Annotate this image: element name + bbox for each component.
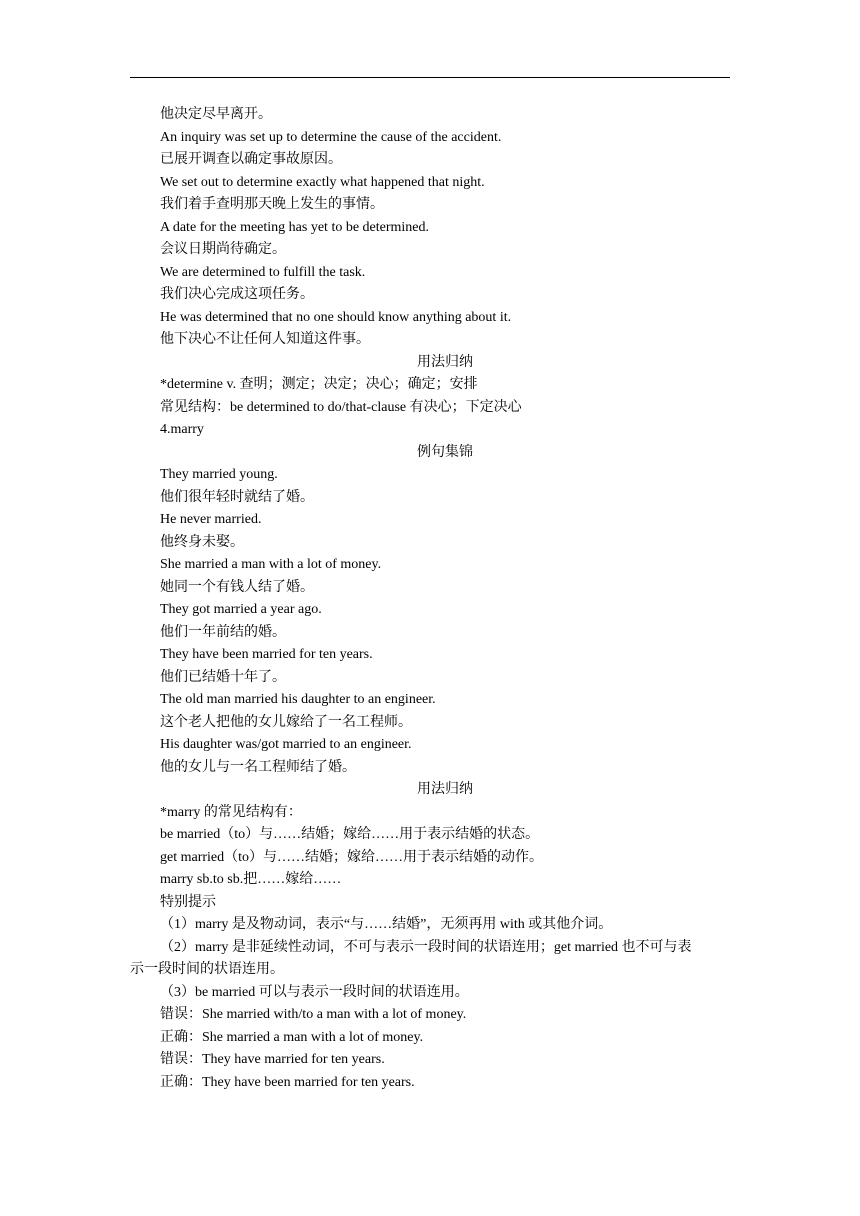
text-line: 她同一个有钱人结了婚。 [160, 579, 314, 595]
text-line: We are determined to fulfill the task. [160, 264, 366, 280]
text-line: 他们已结婚十年了。 [160, 669, 286, 685]
text-line: *marry 的常见结构有： [160, 804, 302, 820]
text-line: 会议日期尚待确定。 [160, 242, 286, 257]
text-line: （2）marry 是非延续性动词，不可与表示一段时间的状语连用；get married 也不可与表 [160, 939, 692, 955]
text-line: 他们很年轻时就结了婚。 [160, 489, 314, 505]
text-line: 我们决心完成这项任务。 [160, 287, 314, 302]
text-line: 正确：They have been married for ten years. [160, 1074, 415, 1090]
text-line: be married（to）与……结婚；嫁给……用于表示结婚的状态。 [160, 827, 540, 842]
section-heading: 用法归纳 [417, 782, 473, 797]
text-line: 他终身未娶。 [160, 534, 244, 550]
text-line: get married（to）与……结婚；嫁给……用于表示结婚的动作。 [160, 849, 544, 865]
text-line: They have been married for ten years. [160, 647, 373, 662]
text-line: 常见结构：be determined to do/that-clause 有决心；下定决心 [160, 399, 522, 415]
text-line: marry sb.to sb.把……嫁给…… [160, 872, 342, 887]
text-line: 错误：She married with/to a man with a lot of money. [160, 1007, 467, 1022]
text-line: 示一段时间的状语连用。 [130, 962, 284, 977]
text-line: 他们一年前结的婚。 [160, 624, 286, 640]
text-line: She married a man with a lot of money. [160, 557, 382, 572]
text-line: They married young. [160, 467, 278, 482]
text-line: 他决定尽早离开。 [160, 107, 272, 122]
text-line: （3）be married 可以与表示一段时间的状语连用。 [160, 984, 469, 1000]
text-line: 错误：They have married for ten years. [160, 1052, 385, 1067]
text-line: 我们着手查明那天晚上发生的事情。 [160, 197, 384, 212]
text-line: They got married a year ago. [160, 602, 322, 617]
tip-heading: 特别提示 [160, 894, 216, 910]
document-body [130, 104, 730, 1094]
section-heading: 用法归纳 [417, 354, 473, 370]
text-line: A date for the meeting has yet to be determined. [160, 219, 430, 235]
text-line: 已展开调查以确定事故原因。 [160, 152, 342, 167]
text-line: We set out to determine exactly what happened that night. [160, 174, 485, 190]
text-line: 这个老人把他的女儿嫁给了一名工程师。 [160, 714, 412, 730]
header-rule [130, 77, 730, 78]
text-line: 正确：She married a man with a lot of money. [160, 1029, 424, 1045]
text-line: （1）marry 是及物动词，表示“与……结婚”，无须再用 with 或其他介词。 [160, 917, 613, 932]
text-line: An inquiry was set up to determine the cause of the accident. [160, 129, 502, 145]
text-line: His daughter was/got married to an engineer. [160, 737, 412, 752]
text-line: The old man married his daughter to an engineer. [160, 692, 436, 707]
text-line: 他下决心不让任何人知道这件事。 [160, 332, 370, 347]
entry-heading: 4.marry [160, 422, 204, 437]
text-line: *determine v. 查明；测定；决定；决心；确定；安排 [160, 377, 478, 392]
text-line: He never married. [160, 512, 262, 527]
text-line: He was determined that no one should know anything about it. [160, 309, 512, 325]
section-heading: 例句集锦 [417, 444, 473, 460]
text-line: 他的女儿与一名工程师结了婚。 [160, 759, 356, 775]
